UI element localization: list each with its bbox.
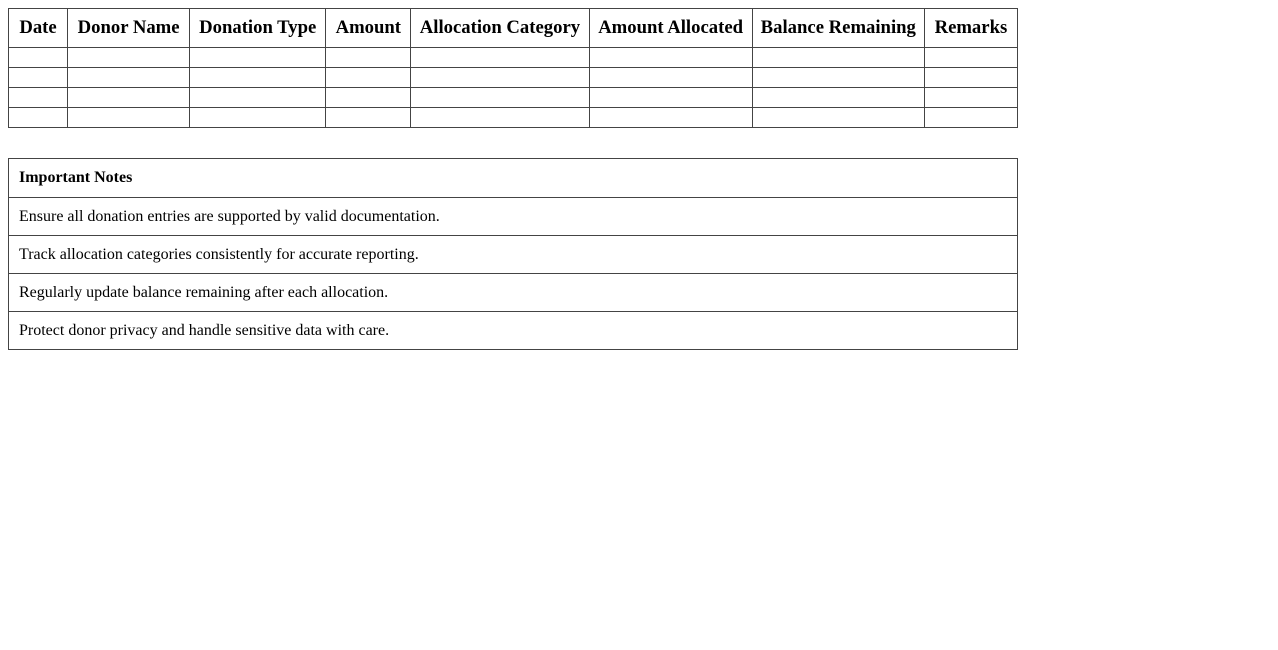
empty-cell xyxy=(190,108,326,128)
column-header-remarks: Remarks xyxy=(924,9,1017,48)
note-row xyxy=(9,312,1018,350)
empty-cell xyxy=(326,48,411,68)
note-item: Track allocation categories consistently for accurate reporting. xyxy=(9,236,1018,274)
empty-cell xyxy=(752,68,924,88)
empty-cell xyxy=(326,68,411,88)
note-row xyxy=(9,236,1018,274)
column-header-donor-name: Donor Name xyxy=(68,9,190,48)
empty-cell xyxy=(190,68,326,88)
note-row xyxy=(9,198,1018,236)
empty-cell xyxy=(411,48,589,68)
donation-table-empty-row xyxy=(9,48,1018,68)
donation-table-empty-row xyxy=(9,108,1018,128)
empty-cell xyxy=(752,88,924,108)
notes-title-row xyxy=(9,159,1018,198)
column-header-allocation-category: Allocation Category xyxy=(411,9,589,48)
empty-cell xyxy=(589,88,752,108)
important-notes-table xyxy=(8,158,1018,350)
empty-cell xyxy=(924,108,1017,128)
empty-cell xyxy=(68,48,190,68)
donation-table-header-row xyxy=(9,9,1018,48)
empty-cell xyxy=(752,108,924,128)
empty-cell xyxy=(924,68,1017,88)
empty-cell xyxy=(9,88,68,108)
empty-cell xyxy=(924,48,1017,68)
empty-cell xyxy=(190,88,326,108)
column-header-balance-remaining: Balance Remaining xyxy=(752,9,924,48)
empty-cell xyxy=(752,48,924,68)
note-item: Regularly update balance remaining after each allocation. xyxy=(9,274,1018,312)
note-item: Protect donor privacy and handle sensitive data with care. xyxy=(9,312,1018,350)
empty-cell xyxy=(589,68,752,88)
empty-cell xyxy=(589,48,752,68)
empty-cell xyxy=(190,48,326,68)
empty-cell xyxy=(9,68,68,88)
empty-cell xyxy=(411,108,589,128)
empty-cell xyxy=(68,108,190,128)
empty-cell xyxy=(589,108,752,128)
empty-cell xyxy=(411,88,589,108)
donation-log-table xyxy=(8,8,1018,128)
donation-table-empty-row xyxy=(9,68,1018,88)
empty-cell xyxy=(9,48,68,68)
empty-cell xyxy=(924,88,1017,108)
column-header-amount: Amount xyxy=(326,9,411,48)
empty-cell xyxy=(9,108,68,128)
column-header-amount-allocated: Amount Allocated xyxy=(589,9,752,48)
column-header-date: Date xyxy=(9,9,68,48)
notes-title: Important Notes xyxy=(9,159,1018,198)
empty-cell xyxy=(326,108,411,128)
donation-table-empty-row xyxy=(9,88,1018,108)
note-row xyxy=(9,274,1018,312)
empty-cell xyxy=(68,88,190,108)
empty-cell xyxy=(326,88,411,108)
column-header-donation-type: Donation Type xyxy=(190,9,326,48)
note-item: Ensure all donation entries are supported by valid documentation. xyxy=(9,198,1018,236)
empty-cell xyxy=(411,68,589,88)
empty-cell xyxy=(68,68,190,88)
